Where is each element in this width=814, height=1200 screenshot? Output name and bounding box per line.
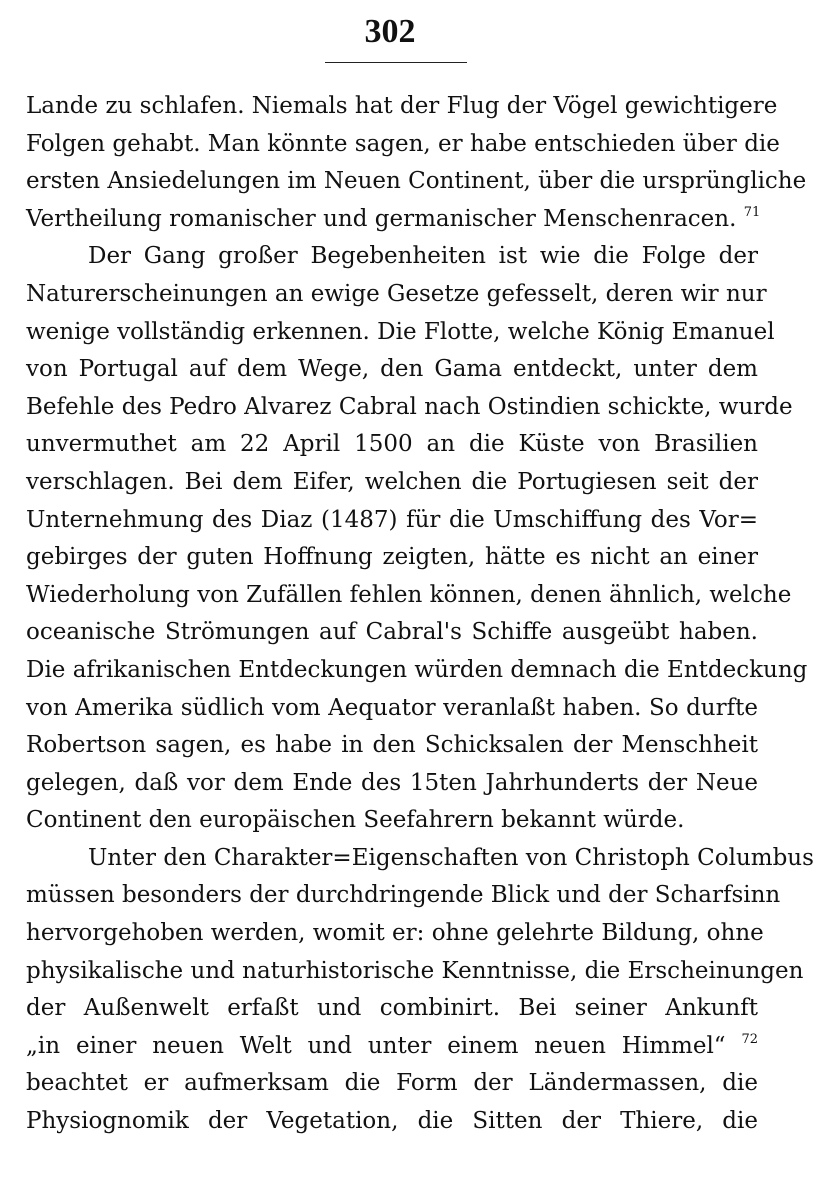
- text-line: [26, 464, 758, 502]
- text-line-content: Unternehmung des Diaz (1487) für die Umschiffung des Vor=: [26, 506, 758, 533]
- text-line: [26, 201, 761, 239]
- text-line: [26, 953, 804, 991]
- text-line-content: müssen besonders der durchdringende Blick und der Scharfsinn: [26, 882, 781, 909]
- text-line: [26, 652, 808, 690]
- text-line-content: oceanische Strömungen auf Cabral's Schiffe ausgeübt haben.: [26, 619, 758, 646]
- text-line-content: Continent den europäischen Seefahrern bekannt würde.: [26, 807, 685, 834]
- text-line-content: Lande zu schlafen. Niemals hat der Flug der Vögel gewichtigere: [26, 93, 778, 119]
- header-rule: [325, 62, 467, 63]
- text-line-content: hervorgehoben werden, womit er: ohne gelehrte Bildung, ohne: [26, 920, 764, 947]
- text-line: [26, 727, 758, 765]
- text-line: [26, 539, 758, 577]
- body-text: [26, 88, 814, 1141]
- text-line: [26, 802, 758, 840]
- text-line: [26, 765, 758, 803]
- text-line: [26, 1065, 758, 1103]
- text-line: [26, 88, 778, 126]
- text-line-content: Der Gang großer Begebenheiten ist wie die Folge der: [88, 243, 758, 270]
- text-line: [26, 502, 758, 540]
- text-line: [26, 389, 793, 427]
- text-line-content: wenige vollständig erkennen. Die Flotte, welche König Emanuel: [26, 318, 775, 345]
- text-line: [26, 990, 758, 1028]
- text-line-content: Die afrikanischen Entdeckungen würden demnach die Entdeckung: [26, 656, 808, 683]
- text-line-content: Naturerscheinungen an ewige Gesetze gefesselt, deren wir nur: [26, 280, 767, 307]
- text-line: [26, 915, 764, 953]
- text-line-content: Vertheilung romanischer und germanischer Menschenracen.: [26, 205, 737, 232]
- text-line: [26, 840, 814, 878]
- text-line-content: von Portugal auf dem Wege, den Gama entdeckt, unter dem: [26, 356, 758, 383]
- text-line: [26, 351, 758, 389]
- text-line-content: Physiognomik der Vegetation, die Sitten der Thiere, die: [26, 1108, 758, 1135]
- text-line: [26, 126, 780, 164]
- text-line-content: gebirges der guten Hoffnung zeigten, hätte es nicht an einer: [26, 544, 758, 571]
- text-line-content: Robertson sagen, es habe in den Schicksalen der Menschheit: [26, 732, 758, 759]
- text-line-content: ersten Ansiedelungen im Neuen Continent, über die ursprüngliche: [26, 168, 807, 195]
- text-line-content: der Außenwelt erfaßt und combinirt. Bei seiner Ankunft: [26, 995, 758, 1022]
- text-line-content: Folgen gehabt. Man könnte sagen, er habe entschieden über die: [26, 130, 780, 157]
- text-line: [26, 1028, 758, 1066]
- footnote-marker: 71: [743, 204, 761, 220]
- text-line: [26, 577, 792, 615]
- text-line-content: verschlagen. Bei dem Eifer, welchen die Portugiesen seit der: [26, 468, 758, 495]
- text-line-content: „in einer neuen Welt und unter einem neuen Himmel“: [26, 1032, 726, 1059]
- page-number: 302: [364, 13, 416, 50]
- text-line-content: gelegen, daß vor dem Ende des 15ten Jahrhunderts der Neue: [26, 769, 758, 796]
- text-line-content: Wiederholung von Zufällen fehlen können, denen ähnlich, welche: [26, 581, 792, 608]
- text-line-content: physikalische und naturhistorische Kenntnisse, die Erscheinungen: [26, 957, 804, 984]
- text-line-content: unvermuthet am 22 April 1500 an die Küste von Brasilien: [26, 431, 758, 458]
- text-line: [26, 426, 758, 464]
- footnote-marker: 72: [741, 1031, 759, 1047]
- text-line-content: beachtet er aufmerksam die Form der Ländermassen, die: [26, 1070, 758, 1097]
- text-line: [26, 614, 758, 652]
- text-line-content: Unter den Charakter=Eigenschaften von Christoph Columbus: [88, 844, 814, 871]
- text-line-content: von Amerika südlich vom Aequator veranlaßt haben. So durfte: [26, 694, 758, 721]
- text-line: [26, 690, 758, 728]
- text-line: [26, 877, 781, 915]
- text-line: [26, 163, 807, 201]
- text-line: [26, 1103, 758, 1141]
- text-line: [26, 314, 775, 352]
- text-line-content: Befehle des Pedro Alvarez Cabral nach Ostindien schickte, wurde: [26, 393, 793, 420]
- text-line: [26, 276, 767, 314]
- text-line: [26, 238, 758, 276]
